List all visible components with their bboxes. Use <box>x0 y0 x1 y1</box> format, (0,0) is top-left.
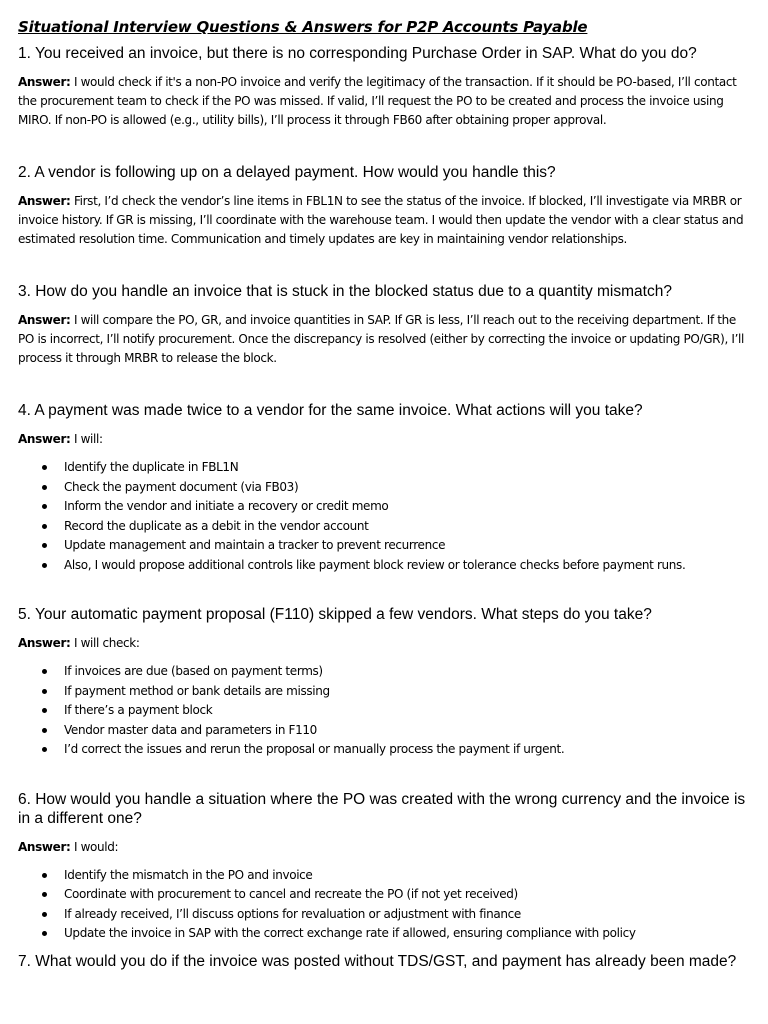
qa-item-5 <box>18 605 746 760</box>
list-item: Identify the duplicate in FBL1N <box>18 458 746 478</box>
list-item: If invoices are due (based on payment terms) <box>18 662 746 682</box>
answer-body: I will compare the PO, GR, and invoice quantities in SAP. If GR is less, I’ll reach out to the receiving department. If the PO is incorrect, I’ll notify procurement. Once the discrepancy is resolved (either by correcting the invoice or updating PO/GR), I’ll process it through MRBR to release the block. <box>18 313 745 365</box>
answer-text <box>18 838 746 857</box>
answer-label: Answer: <box>18 839 71 854</box>
list-item: Record the duplicate as a debit in the vendor account <box>18 517 746 537</box>
qa-item-2 <box>18 163 746 249</box>
answer-body: I would: <box>73 839 119 854</box>
answer-text <box>18 73 746 130</box>
list-item: Inform the vendor and initiate a recovery or credit memo <box>18 497 746 517</box>
answer-text <box>18 311 746 368</box>
answer-text <box>18 192 746 249</box>
list-item: Also, I would propose additional controls like payment block review or tolerance checks before payment runs. <box>18 556 746 576</box>
answer-label: Answer: <box>18 194 71 208</box>
question-text: 1. You received an invoice, but there is no corresponding Purchase Order in SAP. What do you do? <box>18 45 697 62</box>
question-text: 3. How do you handle an invoice that is stuck in the blocked status due to a quantity mismatch? <box>18 283 672 300</box>
question-text: 2. A vendor is following up on a delayed payment. How would you handle this? <box>18 164 556 181</box>
qa-item-3 <box>18 282 746 368</box>
answer-text <box>18 634 746 653</box>
list-item: Check the payment document (via FB03) <box>18 478 746 498</box>
list-item: Coordinate with procurement to cancel and recreate the PO (if not yet received) <box>18 885 746 905</box>
list-item: If there’s a payment block <box>18 701 746 721</box>
answer-label: Answer: <box>18 313 71 327</box>
answer-label: Answer: <box>18 636 71 650</box>
answer-body: I would check if it's a non-PO invoice and verify the legitimacy of the transaction. If it should be PO-based, I’ll contact the procurement team to check if the PO was missed. If valid, I’ll request the PO to be created and process the invoice using MIRO. If non-PO is allowed (e.g., utility bills), I’ll process it through FB60 after obtaining proper approval. <box>18 75 737 127</box>
list-item: Update management and maintain a tracker to prevent recurrence <box>18 536 746 556</box>
list-item: If payment method or bank details are missing <box>18 682 746 702</box>
question-text: 6. How would you handle a situation where the PO was created with the wrong currency and the invoice is in a different one? <box>18 790 746 827</box>
question-text: 7. What would you do if the invoice was posted without TDS/GST, and payment has already been made? <box>18 952 737 970</box>
answer-body: I will: <box>73 432 103 446</box>
answer-label: Answer: <box>18 432 71 446</box>
question-text: 4. A payment was made twice to a vendor for the same invoice. What actions will you take? <box>18 402 643 419</box>
answer-label: Answer: <box>18 75 71 89</box>
answer-body: First, I’d check the vendor’s line items in FBL1N to see the status of the invoice. If blocked, I’ll investigate via MRBR or invoice history. If GR is missing, I’ll coordinate with the warehouse team. I would then update the vendor with a clear status and estimated resolution time. Communication and timely updates are key in maintaining vendor relationships. <box>18 194 744 246</box>
qa-item-4 <box>18 401 746 575</box>
list-item: Identify the mismatch in the PO and invoice <box>18 866 746 886</box>
qa-item-1 <box>18 44 746 130</box>
list-item: I’d correct the issues and rerun the proposal or manually process the payment if urgent. <box>18 740 746 760</box>
qa-item-7 <box>18 952 746 971</box>
bullet-list <box>18 866 746 944</box>
bullet-list <box>18 662 746 760</box>
document-title: Situational Interview Questions & Answers for P2P Accounts Payable <box>18 18 588 36</box>
question-text: 5. Your automatic payment proposal (F110) skipped a few vendors. What steps do you take? <box>18 606 652 623</box>
list-item: If already received, I’ll discuss options for revaluation or adjustment with finance <box>18 905 746 925</box>
answer-text <box>18 430 746 449</box>
list-item: Vendor master data and parameters in F110 <box>18 721 746 741</box>
qa-item-6 <box>18 790 746 944</box>
answer-body: I will check: <box>73 636 140 650</box>
bullet-list <box>18 458 746 575</box>
list-item: Update the invoice in SAP with the correct exchange rate if allowed, ensuring compliance with policy <box>18 924 746 944</box>
